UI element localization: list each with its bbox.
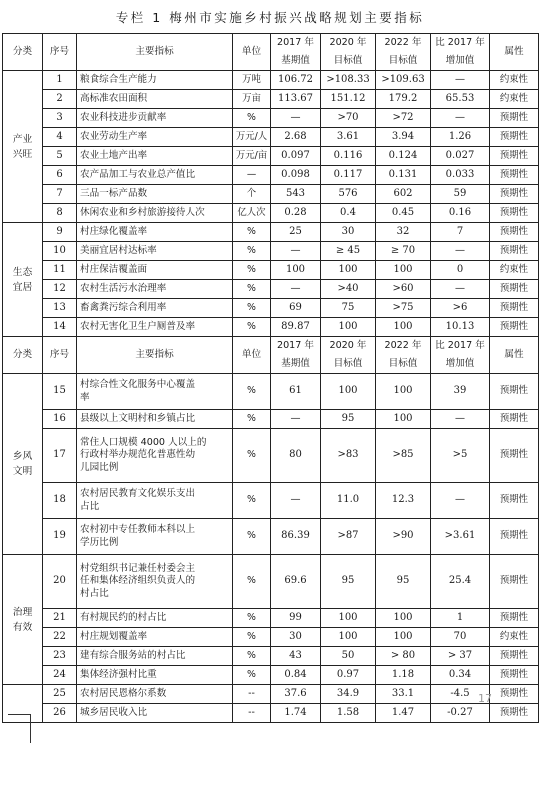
attr-cell: 预期性 (490, 685, 539, 704)
value-2020-cell: 34.9 (321, 685, 376, 704)
header-2020-line: 目标值 (333, 358, 363, 369)
value-2017-cell: 0.098 (271, 166, 321, 185)
header-delta (431, 337, 490, 374)
value-2022-cell: 1.47 (376, 704, 431, 723)
attr-cell: 预期性 (490, 242, 539, 261)
unit-cell: 万元/亩 (233, 147, 271, 166)
value-2022-cell: 0.124 (376, 147, 431, 166)
unit-cell: % (233, 280, 271, 299)
value-2022-cell: 602 (376, 185, 431, 204)
header-2020 (321, 34, 376, 71)
unit-cell: 个 (233, 185, 271, 204)
value-2022-cell: 100 (376, 374, 431, 410)
indicator-cell: 畜禽粪污综合利用率 (77, 299, 233, 318)
category-line: 治理 (12, 606, 33, 618)
indicator-cell: 农业土地产出率 (77, 147, 233, 166)
value-2022-cell: 0.45 (376, 204, 431, 223)
attr-cell: 约束性 (490, 628, 539, 647)
header-category: 分类 (3, 34, 43, 71)
table-row (3, 299, 539, 318)
value-2022-cell: 1.18 (376, 666, 431, 685)
unit-cell: -- (233, 685, 271, 704)
seq-cell: 23 (43, 647, 77, 666)
unit-cell: % (233, 666, 271, 685)
value-2022-cell: >109.63 (376, 71, 431, 90)
header-delta-line: 增加值 (445, 55, 475, 66)
value-2020-cell: 30 (321, 223, 376, 242)
delta-cell: 59 (431, 185, 490, 204)
attr-cell: 预期性 (490, 223, 539, 242)
category-line: 兴旺 (12, 148, 33, 160)
attr-cell: 约束性 (490, 261, 539, 280)
value-2017-cell: 69 (271, 299, 321, 318)
table-row (3, 280, 539, 299)
indicator-cell: 城乡居民收入比 (77, 704, 233, 723)
header-2020-line: 2020 年 (329, 37, 367, 48)
indicator-cell (77, 483, 233, 519)
seq-cell: 12 (43, 280, 77, 299)
delta-cell: 0 (431, 261, 490, 280)
table-row (3, 666, 539, 685)
seq-cell: 25 (43, 685, 77, 704)
value-2017-cell: 80 (271, 429, 321, 483)
unit-cell: % (233, 609, 271, 628)
indicator-cell: 村庄保洁覆盖面 (77, 261, 233, 280)
value-2017-cell: 25 (271, 223, 321, 242)
value-2017-cell: 30 (271, 628, 321, 647)
value-2017-cell: 61 (271, 374, 321, 410)
value-2017-cell: 43 (271, 647, 321, 666)
attr-cell: 预期性 (490, 147, 539, 166)
delta-cell: >3.61 (431, 519, 490, 555)
table-row (3, 261, 539, 280)
unit-cell: % (233, 628, 271, 647)
value-2020-cell: 100 (321, 374, 376, 410)
seq-cell: 10 (43, 242, 77, 261)
table-title: 专栏 1 梅州市实施乡村振兴战略规划主要指标 (115, 10, 425, 25)
value-2017-cell: 0.097 (271, 147, 321, 166)
indicator-cell-line: 占比 (80, 500, 100, 512)
seq-cell: 9 (43, 223, 77, 242)
value-2020-cell: 75 (321, 299, 376, 318)
indicator-cell (77, 374, 233, 410)
indicator-cell: 县级以上文明村和乡镇占比 (77, 410, 233, 429)
value-2022-cell: 3.94 (376, 128, 431, 147)
table-row (3, 185, 539, 204)
seq-cell: 21 (43, 609, 77, 628)
seq-cell: 1 (43, 71, 77, 90)
value-2022-cell: 32 (376, 223, 431, 242)
delta-cell: — (431, 483, 490, 519)
value-2017-cell: 89.87 (271, 318, 321, 337)
header-2022-line: 2022 年 (384, 340, 422, 351)
unit-cell: % (233, 261, 271, 280)
unit-cell: 万亩 (233, 90, 271, 109)
table-row (3, 410, 539, 429)
value-2022-cell: ≥ 70 (376, 242, 431, 261)
value-2020-cell: 3.61 (321, 128, 376, 147)
attr-cell: 预期性 (490, 280, 539, 299)
table-row (3, 685, 539, 704)
indicator-cell-line: 率 (80, 391, 90, 403)
value-2022-cell: 12.3 (376, 483, 431, 519)
header-category: 分类 (3, 337, 43, 374)
value-2022-cell: >90 (376, 519, 431, 555)
value-2020-cell: 100 (321, 628, 376, 647)
indicator-cell-line: 村综合性文化服务中心覆盖 (80, 379, 196, 390)
table-row (3, 223, 539, 242)
value-2017-cell: — (271, 410, 321, 429)
delta-cell: — (431, 109, 490, 128)
page-number: 17 (478, 692, 492, 705)
seq-cell: 15 (43, 374, 77, 410)
unit-cell: % (233, 374, 271, 410)
unit-cell: % (233, 299, 271, 318)
indicator-cell: 村庄规划覆盖率 (77, 628, 233, 647)
seq-cell: 16 (43, 410, 77, 429)
unit-cell: % (233, 429, 271, 483)
table-row (3, 71, 539, 90)
seq-cell: 5 (43, 147, 77, 166)
value-2017-cell: — (271, 280, 321, 299)
value-2020-cell: 100 (321, 609, 376, 628)
category-cell (3, 555, 43, 685)
header-2022-line: 目标值 (388, 358, 418, 369)
value-2022-cell: >85 (376, 429, 431, 483)
attr-cell: 预期性 (490, 519, 539, 555)
header-2017-line: 基期值 (281, 358, 310, 369)
header-seq: 序号 (43, 34, 77, 71)
indicator-cell: 三品一标产品数 (77, 185, 233, 204)
category-cell (3, 71, 43, 223)
delta-cell: 0.34 (431, 666, 490, 685)
margin-bracket (8, 714, 31, 743)
table-row (3, 519, 539, 555)
indicator-cell-line: 学历比例 (80, 536, 119, 548)
indicator-cell: 美丽宜居村达标率 (77, 242, 233, 261)
header-delta-line: 比 2017 年 (435, 340, 485, 351)
unit-cell: % (233, 242, 271, 261)
seq-cell: 13 (43, 299, 77, 318)
unit-cell: % (233, 109, 271, 128)
indicator-cell: 农产品加工与农业总产值比 (77, 166, 233, 185)
delta-cell: -4.5 (431, 685, 490, 704)
table-row (3, 609, 539, 628)
value-2017-cell: — (271, 483, 321, 519)
delta-cell: >6 (431, 299, 490, 318)
value-2022-cell: >75 (376, 299, 431, 318)
header-2022-line: 2022 年 (384, 37, 422, 48)
table-row (3, 204, 539, 223)
header-indicator: 主要指标 (77, 337, 233, 374)
category-line: 产业 (12, 133, 33, 145)
indicator-cell-line: 任和集体经济组织负责人的 (80, 575, 196, 587)
value-2020-cell: 100 (321, 318, 376, 337)
delta-cell: -0.27 (431, 704, 490, 723)
attr-cell: 预期性 (490, 299, 539, 318)
value-2020-cell: 95 (321, 555, 376, 609)
header-2022-line: 目标值 (388, 55, 418, 66)
table-row (3, 374, 539, 410)
attr-cell: 预期性 (490, 410, 539, 429)
header-attr: 属性 (490, 337, 539, 374)
delta-cell: 1 (431, 609, 490, 628)
value-2017-cell: — (271, 109, 321, 128)
value-2020-cell: >87 (321, 519, 376, 555)
category-line: 文明 (12, 466, 33, 477)
value-2020-cell: ≥ 45 (321, 242, 376, 261)
value-2022-cell: 100 (376, 261, 431, 280)
indicator-cell-line: 农村初中专任教师本科以上 (80, 524, 196, 535)
value-2020-cell: >108.33 (321, 71, 376, 90)
unit-cell: -- (233, 704, 271, 723)
value-2020-cell: 1.58 (321, 704, 376, 723)
header-2017-line: 基期值 (281, 55, 310, 66)
value-2020-cell: >70 (321, 109, 376, 128)
header-row (3, 337, 539, 374)
delta-cell: > 37 (431, 647, 490, 666)
header-delta-line: 增加值 (445, 358, 475, 369)
unit-cell: % (233, 410, 271, 429)
indicator-cell (77, 429, 233, 483)
value-2020-cell: 151.12 (321, 90, 376, 109)
header-2017-line: 2017 年 (276, 340, 315, 351)
delta-cell: 0.027 (431, 147, 490, 166)
value-2022-cell: 0.131 (376, 166, 431, 185)
table-row (3, 242, 539, 261)
header-indicator: 主要指标 (77, 34, 233, 71)
seq-cell: 4 (43, 128, 77, 147)
header-2017 (271, 34, 321, 71)
category-cell (3, 223, 43, 337)
value-2020-cell: >83 (321, 429, 376, 483)
indicator-cell: 建有综合服务站的村占比 (77, 647, 233, 666)
unit-cell: — (233, 166, 271, 185)
indicator-cell: 农村居民恩格尔系数 (77, 685, 233, 704)
seq-cell: 11 (43, 261, 77, 280)
value-2017-cell: 37.6 (271, 685, 321, 704)
delta-cell: 10.13 (431, 318, 490, 337)
category-line: 生态 (12, 266, 33, 278)
indicator-table (2, 33, 539, 723)
delta-cell: 0.033 (431, 166, 490, 185)
unit-cell: % (233, 555, 271, 609)
delta-cell: 65.53 (431, 90, 490, 109)
attr-cell: 预期性 (490, 429, 539, 483)
header-2022 (376, 34, 431, 71)
value-2022-cell: >60 (376, 280, 431, 299)
delta-cell: 7 (431, 223, 490, 242)
delta-cell: 0.16 (431, 204, 490, 223)
value-2020-cell: 0.117 (321, 166, 376, 185)
indicator-cell-line: 常住人口规模 4000 人以上的 (80, 436, 207, 448)
value-2017-cell: 86.39 (271, 519, 321, 555)
value-2020-cell: 0.116 (321, 147, 376, 166)
table-row (3, 318, 539, 337)
seq-cell: 17 (43, 429, 77, 483)
value-2022-cell: 100 (376, 318, 431, 337)
indicator-cell-line: 农村居民教育文化娱乐支出 (80, 488, 196, 499)
indicator-cell: 农业科技进步贡献率 (77, 109, 233, 128)
header-2020 (321, 337, 376, 374)
attr-cell: 预期性 (490, 666, 539, 685)
header-row (3, 34, 539, 71)
header-2020-line: 目标值 (333, 55, 363, 66)
seq-cell: 20 (43, 555, 77, 609)
table-row (3, 647, 539, 666)
value-2022-cell: 100 (376, 609, 431, 628)
indicator-cell: 农村生活污水治理率 (77, 280, 233, 299)
unit-cell: 万元/人 (233, 128, 271, 147)
value-2017-cell: 106.72 (271, 71, 321, 90)
category-cell (3, 374, 43, 555)
seq-cell: 19 (43, 519, 77, 555)
table-row (3, 429, 539, 483)
header-unit: 单位 (233, 337, 271, 374)
value-2020-cell: 95 (321, 410, 376, 429)
seq-cell: 2 (43, 90, 77, 109)
seq-cell: 22 (43, 628, 77, 647)
value-2022-cell: >72 (376, 109, 431, 128)
header-2017 (271, 337, 321, 374)
delta-cell: — (431, 410, 490, 429)
table-row (3, 628, 539, 647)
value-2017-cell: 543 (271, 185, 321, 204)
attr-cell: 预期性 (490, 555, 539, 609)
attr-cell: 预期性 (490, 609, 539, 628)
seq-cell: 3 (43, 109, 77, 128)
indicator-cell-line: 村占比 (80, 587, 109, 599)
unit-cell: % (233, 647, 271, 666)
table-row (3, 90, 539, 109)
attr-cell: 预期性 (490, 483, 539, 519)
category-line: 乡风 (12, 451, 33, 462)
unit-cell: 万吨 (233, 71, 271, 90)
seq-cell: 14 (43, 318, 77, 337)
delta-cell: 1.26 (431, 128, 490, 147)
value-2017-cell: 0.84 (271, 666, 321, 685)
table-row (3, 483, 539, 519)
value-2020-cell: >40 (321, 280, 376, 299)
value-2020-cell: 11.0 (321, 483, 376, 519)
value-2022-cell: 95 (376, 555, 431, 609)
indicator-cell: 休闲农业和乡村旅游接待人次 (77, 204, 233, 223)
value-2017-cell: 99 (271, 609, 321, 628)
indicator-cell-line: 儿园比例 (80, 461, 119, 473)
delta-cell: >5 (431, 429, 490, 483)
category-line: 宜居 (12, 281, 33, 293)
value-2017-cell: 1.74 (271, 704, 321, 723)
delta-cell: 25.4 (431, 555, 490, 609)
header-2022 (376, 337, 431, 374)
attr-cell: 预期性 (490, 166, 539, 185)
header-seq: 序号 (43, 337, 77, 374)
delta-cell: 39 (431, 374, 490, 410)
indicator-cell-line: 村党组织书记兼任村委会主 (80, 562, 196, 574)
delta-cell: 70 (431, 628, 490, 647)
header-delta-line: 比 2017 年 (435, 37, 485, 48)
value-2017-cell: 2.68 (271, 128, 321, 147)
header-2020-line: 2020 年 (329, 340, 367, 351)
delta-cell: — (431, 71, 490, 90)
value-2020-cell: 576 (321, 185, 376, 204)
attr-cell: 预期性 (490, 109, 539, 128)
seq-cell: 7 (43, 185, 77, 204)
unit-cell: % (233, 483, 271, 519)
indicator-cell (77, 519, 233, 555)
attr-cell: 预期性 (490, 374, 539, 410)
value-2017-cell: — (271, 242, 321, 261)
value-2022-cell: 100 (376, 410, 431, 429)
delta-cell: — (431, 280, 490, 299)
table-row (3, 555, 539, 609)
value-2017-cell: 113.67 (271, 90, 321, 109)
unit-cell: % (233, 318, 271, 337)
value-2020-cell: 100 (321, 261, 376, 280)
header-delta (431, 34, 490, 71)
value-2022-cell: > 80 (376, 647, 431, 666)
table-row (3, 147, 539, 166)
seq-cell: 18 (43, 483, 77, 519)
indicator-cell: 村庄绿化覆盖率 (77, 223, 233, 242)
attr-cell: 预期性 (490, 185, 539, 204)
table-row (3, 128, 539, 147)
seq-cell: 6 (43, 166, 77, 185)
attr-cell: 预期性 (490, 647, 539, 666)
attr-cell: 预期性 (490, 128, 539, 147)
indicator-cell: 粮食综合生产能力 (77, 71, 233, 90)
value-2020-cell: 0.97 (321, 666, 376, 685)
indicator-cell: 有村规民约的村占比 (77, 609, 233, 628)
table-body (3, 34, 539, 723)
indicator-cell: 农村无害化卫生户厕普及率 (77, 318, 233, 337)
indicator-cell: 农业劳动生产率 (77, 128, 233, 147)
indicator-cell-line: 行政村举办规范化普惠性幼 (80, 449, 196, 461)
value-2022-cell: 179.2 (376, 90, 431, 109)
seq-cell: 24 (43, 666, 77, 685)
value-2017-cell: 69.6 (271, 555, 321, 609)
table-row (3, 109, 539, 128)
table-row (3, 704, 539, 723)
seq-cell: 8 (43, 204, 77, 223)
attr-cell: 预期性 (490, 704, 539, 723)
attr-cell: 预期性 (490, 318, 539, 337)
attr-cell: 约束性 (490, 71, 539, 90)
value-2017-cell: 0.28 (271, 204, 321, 223)
value-2022-cell: 33.1 (376, 685, 431, 704)
header-attr: 属性 (490, 34, 539, 71)
table-row (3, 166, 539, 185)
category-line: 有效 (12, 621, 33, 633)
value-2017-cell: 100 (271, 261, 321, 280)
indicator-cell: 高标准农田面积 (77, 90, 233, 109)
delta-cell: — (431, 242, 490, 261)
unit-cell: % (233, 223, 271, 242)
indicator-cell: 集体经济强村比重 (77, 666, 233, 685)
value-2020-cell: 50 (321, 647, 376, 666)
header-2017-line: 2017 年 (276, 37, 315, 48)
header-unit: 单位 (233, 34, 271, 71)
unit-cell: 亿人次 (233, 204, 271, 223)
value-2020-cell: 0.4 (321, 204, 376, 223)
seq-cell: 26 (43, 704, 77, 723)
indicator-cell (77, 555, 233, 609)
unit-cell: % (233, 519, 271, 555)
attr-cell: 约束性 (490, 90, 539, 109)
attr-cell: 预期性 (490, 204, 539, 223)
value-2022-cell: 100 (376, 628, 431, 647)
